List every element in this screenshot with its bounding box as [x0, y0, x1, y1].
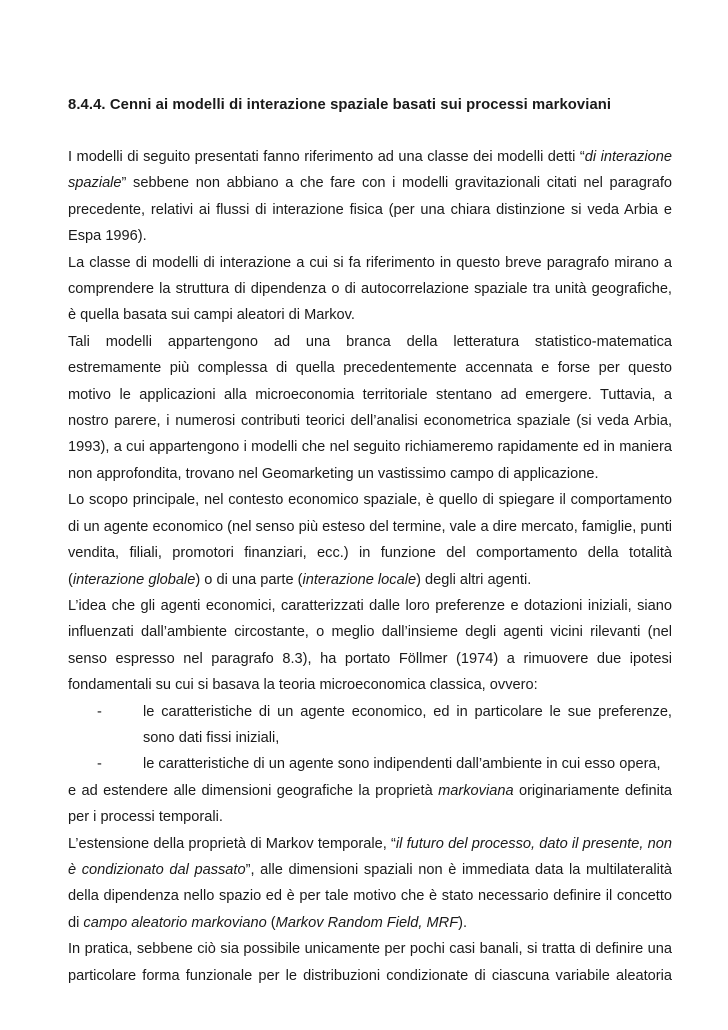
paragraph-1: [68, 144, 672, 250]
paragraph-1-text-c: ” sebbene non abbiano a che fare con i modelli gravitazionali citati nel paragrafo precedente, relativi ai flussi di interazione fisica (per una chiara distinzione si veda Arbia e Espa 1996).: [68, 175, 672, 245]
paragraph-7-text-a: L’estensione della proprietà di Markov temporale, “: [68, 835, 396, 852]
paragraph-4-text-c: ) o di una parte (: [195, 571, 303, 588]
paragraph-7-text-e: (: [266, 914, 276, 931]
paragraph-3: Tali modelli appartengono ad una branca della letteratura statistico-matematica estremamente più complessa di quella precedentemente accennata e forse per questo motivo le applicazioni alla microeconomia territoriale stentano ad emergere. Tuttavia, a nostro parere, i numerosi contributi teorici dell’analisi econometrica spaziale (si veda Arbia, 1993), a cui appartengono i modelli che nel seguito richiameremo rapidamente ed in maniera non approfondita, trovano nel Geomarketing un vastissimo campo di applicazione.: [68, 333, 672, 482]
paragraph-1-italic: di interazione spaziale: [68, 149, 672, 192]
bullet-text: le caratteristiche di un agente sono indipendenti dall’ambiente in cui esso opera,: [143, 756, 661, 773]
paragraph-4-italic-global: interazione globale: [72, 571, 196, 588]
paragraph-6-text-c: originariamente definita per i processi temporali.: [68, 782, 672, 826]
section-heading: 8.4.4. Cenni ai modelli di interazione spaziale basati sui processi markoviani: [68, 97, 612, 113]
paragraph-4-italic-local: interazione locale: [302, 571, 417, 588]
paragraph-1-text-a: I modelli di seguito presentati fanno riferimento ad una classe dei modelli detti “: [68, 149, 585, 165]
paragraph-7: [68, 831, 672, 937]
paragraph-5: L’idea che gli agenti economici, caratterizzati dalle loro preferenze e dotazioni iniziali, siano influenzati dall’ambiente circostante, o meglio dall’insieme degli agenti vicini rilevanti (nel senso espresso nel paragrafo 8.3), ha portato Föllmer (1974) a rimuovere due ipotesi fondamentali su cui si basava la teoria microeconomica classica, ovvero:: [68, 597, 672, 694]
paragraph-6-italic: markoviana: [438, 782, 514, 799]
paragraph-7-italic-mrf: campo aleatorio markoviano: [83, 914, 267, 931]
bullet-item-1: [68, 699, 672, 752]
bullet-dash: -: [97, 703, 102, 720]
paragraph-4-text-a: Lo scopo principale, nel contesto economico spaziale, è quello di spiegare il comportamento di un agente economico (nel senso più esteso del termine, vale a dire mercato, famiglie, punti vendita, filiali, promotori finanziari, ecc.) in funzione del comportamento della totalità (: [68, 492, 672, 588]
bullet-list: [68, 699, 672, 778]
paragraph-2: La classe di modelli di interazione a cui si fa riferimento in questo breve paragrafo mirano a comprendere la struttura di dipendenza o di autocorrelazione spaziale tra unità geografiche, è quella basata sui campi aleatori di Markov.: [68, 254, 672, 324]
bullet-text: le caratteristiche di un agente economico, ed in particolare le sue preferenze, sono dati fissi iniziali,: [143, 703, 672, 746]
bullet-dash: -: [97, 756, 102, 773]
paragraph-7-text-c: ”, alle dimensioni spaziali non è immediata data la multilateralità della dipendenza nello spazio ed è per tale motivo che è stato necessario definire il concetto di: [68, 861, 672, 931]
document-page: [68, 92, 672, 989]
paragraph-7-italic-quote: il futuro del processo, dato il presente, non è condizionato dal passato: [68, 835, 673, 878]
paragraph-7-text-g: ).: [458, 914, 468, 931]
paragraph-8: In pratica, sebbene ciò sia possibile unicamente per pochi casi banali, si tratta di definire una particolare forma funzionale per le distribuzioni condizionate di ciascuna variabile aleatoria: [68, 941, 672, 984]
paragraph-4-text-e: ) degli altri agenti.: [416, 571, 532, 588]
paragraph-4: [68, 487, 672, 593]
bullet-item-2: [68, 751, 672, 777]
paragraph-6: [68, 778, 672, 831]
paragraph-7-italic-mrf-en: Markov Random Field, MRF: [275, 914, 459, 931]
paragraph-6-text-a: e ad estendere alle dimensioni geografiche la proprietà: [68, 782, 439, 799]
